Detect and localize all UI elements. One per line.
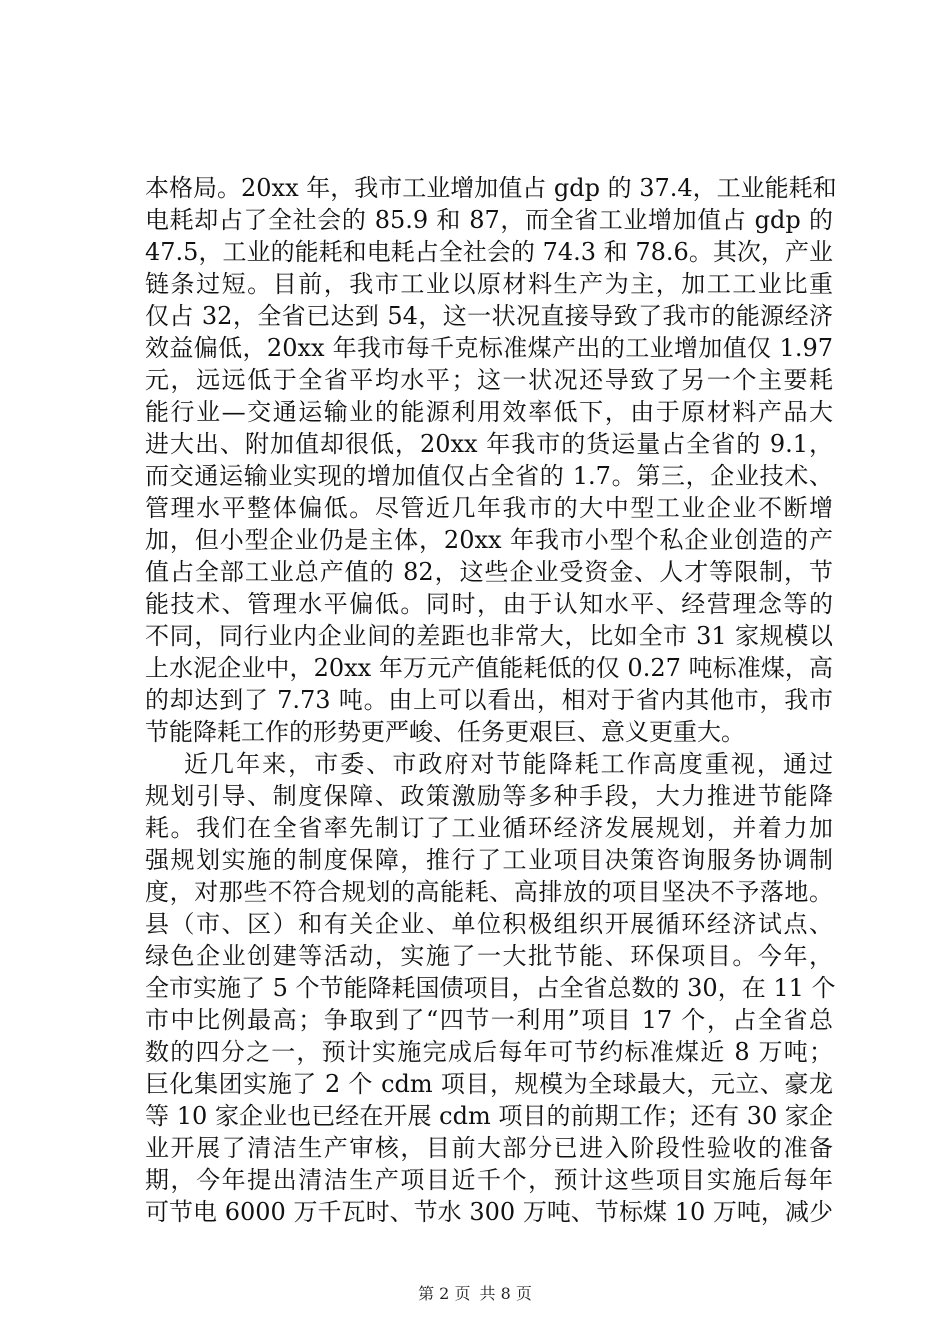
text-line-paragraph-start: 近几年来，市委、市政府对节能降耗工作高度重视，通过 <box>184 750 833 778</box>
text-line: 规划引导、制度保障、政策激励等多种手段，大力推进节能降 <box>145 782 833 810</box>
page-number: 第 2 页 <box>418 1284 471 1303</box>
page-footer <box>0 1284 950 1304</box>
text-line: 电耗却占了全社会的 85.9 和 87，而全省工业增加值占 gdp 的 <box>145 206 833 234</box>
text-line: 加，但小型企业仍是主体，20xx 年我市小型个私企业创造的产 <box>145 526 833 554</box>
text-line: 仅占 32，全省已达到 54，这一状况直接导致了我市的能源经济 <box>145 302 833 330</box>
text-line: 巨化集团实施了 2 个 cdm 项目，规模为全球最大，元立、豪龙 <box>145 1070 833 1098</box>
text-line: 链条过短。目前，我市工业以原材料生产为主，加工工业比重 <box>145 270 833 298</box>
body-text <box>145 172 837 1228</box>
text-line: 进大出、附加值却很低，20xx 年我市的货运量占全省的 9.1， <box>145 430 833 458</box>
text-line: 期，今年提出清洁生产项目近千个，预计这些项目实施后每年 <box>145 1166 833 1194</box>
text-line: 全市实施了 5 个节能降耗国债项目，占全省总数的 30，在 11 个 <box>145 974 836 1002</box>
text-line: 值占全部工业总产值的 82，这些企业受资金、人才等限制，节 <box>145 558 833 586</box>
text-line: 能行业—交通运输业的能源利用效率低下，由于原材料产品大 <box>145 398 833 426</box>
text-line: 本格局。20xx 年，我市工业增加值占 gdp 的 37.4，工业能耗和 <box>145 174 837 202</box>
text-line: 的却达到了 7.73 吨。由上可以看出，相对于省内其他市，我市 <box>145 686 833 714</box>
text-line: 绿色企业创建等活动，实施了一大批节能、环保项目。今年， <box>145 942 833 970</box>
text-line-paragraph-end: 节能降耗工作的形势更严峻、任务更艰巨、意义更重大。 <box>145 718 745 746</box>
text-line: 度，对那些不符合规划的高能耗、高排放的项目坚决不予落地。 <box>145 878 833 906</box>
text-line: 数的四分之一，预计实施完成后每年可节约标准煤近 8 万吨； <box>145 1038 833 1066</box>
text-line: 县（市、区）和有关企业、单位积极组织开展循环经济试点、 <box>145 910 833 938</box>
text-line: 业开展了清洁生产审核，目前大部分已进入阶段性验收的准备 <box>145 1134 833 1162</box>
page-total: 共 8 页 <box>479 1284 532 1303</box>
text-line: 管理水平整体偏低。尽管近几年我市的大中型工业企业不断增 <box>145 494 833 522</box>
text-line: 效益偏低，20xx 年我市每千克标准煤产出的工业增加值仅 1.97 <box>145 334 833 362</box>
text-line: 耗。我们在全省率先制订了工业循环经济发展规划，并着力加 <box>145 814 833 842</box>
text-line: 市中比例最高；争取到了“四节一利用”项目 17 个，占全省总 <box>145 1006 833 1034</box>
text-line: 能技术、管理水平偏低。同时，由于认知水平、经营理念等的 <box>145 590 833 618</box>
text-line: 47.5，工业的能耗和电耗占全社会的 74.3 和 78.6。其次，产业 <box>145 238 833 266</box>
text-line: 强规划实施的制度保障，推行了工业项目决策咨询服务协调制 <box>145 846 833 874</box>
text-line: 而交通运输业实现的增加值仅占全省的 1.7。第三，企业技术、 <box>145 462 833 490</box>
text-line: 上水泥企业中，20xx 年万元产值能耗低的仅 0.27 吨标准煤，高 <box>145 654 833 682</box>
text-line: 等 10 家企业也已经在开展 cdm 项目的前期工作；还有 30 家企 <box>145 1102 833 1130</box>
text-line: 元，远远低于全省平均水平；这一状况还导致了另一个主要耗 <box>145 366 833 394</box>
text-line: 可节电 6000 万千瓦时、节水 300 万吨、节标煤 10 万吨，减少 <box>145 1198 833 1226</box>
text-line: 不同，同行业内企业间的差距也非常大，比如全市 31 家规模以 <box>145 622 833 650</box>
